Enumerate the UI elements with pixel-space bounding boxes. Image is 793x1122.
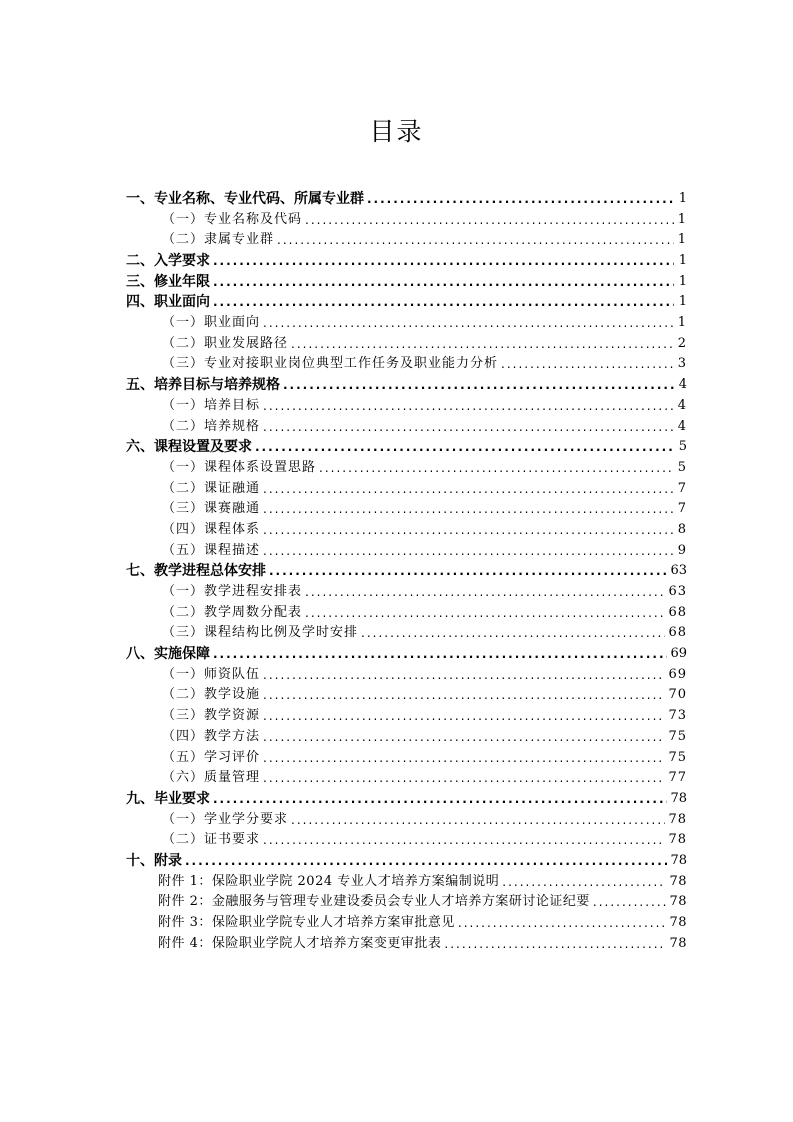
toc-dot-leader xyxy=(185,851,667,872)
toc-entry-label: 六、课程设置及要求 xyxy=(126,439,252,456)
toc-entry-label: （二）课证融通 xyxy=(162,480,261,496)
toc-entry-label: （二）教学设施 xyxy=(162,687,261,703)
toc-section-entry[interactable] xyxy=(126,458,687,479)
toc-page-number: 4 xyxy=(678,377,687,393)
toc-chapter-entry[interactable] xyxy=(126,644,687,665)
toc-entry-label: 八、实施保障 xyxy=(126,646,210,663)
toc-section-entry[interactable] xyxy=(126,810,687,831)
toc-section-entry[interactable] xyxy=(126,355,687,376)
toc-section-entry[interactable] xyxy=(126,499,687,520)
toc-section-entry[interactable] xyxy=(126,582,687,603)
toc-entry-label: （二）证书要求 xyxy=(162,832,261,848)
toc-dot-leader xyxy=(305,582,665,603)
toc-page-number: 1 xyxy=(678,253,687,269)
toc-page-number: 7 xyxy=(677,480,687,496)
toc-dot-leader xyxy=(269,561,667,582)
toc-page-number: 1 xyxy=(678,273,687,289)
toc-dot-leader xyxy=(263,830,665,851)
toc-page-number: 75 xyxy=(668,749,687,765)
toc-section-entry[interactable] xyxy=(126,479,687,500)
toc-page-number: 78 xyxy=(669,935,687,951)
toc-entry-label: 三、修业年限 xyxy=(126,273,210,290)
toc-dot-leader xyxy=(593,892,667,913)
toc-page-number: 1 xyxy=(677,232,687,248)
toc-page-number: 1 xyxy=(678,190,687,206)
toc-section-entry[interactable] xyxy=(126,210,687,231)
toc-dot-leader xyxy=(501,354,674,375)
toc-dot-leader xyxy=(213,789,667,810)
toc-page-number: 78 xyxy=(670,790,687,806)
toc-entry-label: （一）课程体系设置思路 xyxy=(162,459,317,475)
toc-chapter-entry[interactable] xyxy=(126,375,687,396)
toc-appendix-entry[interactable] xyxy=(126,872,687,893)
toc-entry-label: （一）培养目标 xyxy=(162,397,261,413)
toc-dot-leader xyxy=(319,458,674,479)
toc-section-entry[interactable] xyxy=(126,768,687,789)
toc-chapter-entry[interactable] xyxy=(126,561,687,582)
toc-page-number: 78 xyxy=(669,894,687,910)
toc-entry-label: 七、教学进程总体安排 xyxy=(126,563,266,580)
toc-dot-leader xyxy=(277,230,674,251)
toc-dot-leader xyxy=(361,623,665,644)
toc-entry-label: 九、毕业要求 xyxy=(126,790,210,807)
toc-dot-leader xyxy=(367,189,674,210)
toc-page-number: 2 xyxy=(677,335,687,351)
toc-entry-label: （一）师资队伍 xyxy=(162,666,261,682)
toc-dot-leader xyxy=(263,396,674,417)
toc-section-entry[interactable] xyxy=(126,665,687,686)
toc-dot-leader xyxy=(263,665,665,686)
toc-entry-label: （二）隶属专业群 xyxy=(162,232,275,248)
toc-page-number: 78 xyxy=(669,873,687,889)
toc-dot-leader xyxy=(213,644,667,665)
toc-section-entry[interactable] xyxy=(126,603,687,624)
toc-entry-label: （一）专业名称及代码 xyxy=(162,211,303,227)
toc-dot-leader xyxy=(444,934,666,955)
toc-dot-leader xyxy=(263,479,674,500)
toc-page-number: 5 xyxy=(678,439,687,455)
toc-entry-label: （五）学习评价 xyxy=(162,749,261,765)
toc-page-number: 7 xyxy=(677,501,687,517)
toc-page-number: 70 xyxy=(668,687,687,703)
toc-chapter-entry[interactable] xyxy=(126,189,687,210)
toc-section-entry[interactable] xyxy=(126,748,687,769)
toc-page-number: 63 xyxy=(668,584,687,600)
toc-section-entry[interactable] xyxy=(126,623,687,644)
toc-page-number: 78 xyxy=(669,915,687,931)
toc-entry-label: （三）课赛融通 xyxy=(162,501,261,517)
toc-page-number: 1 xyxy=(677,315,687,331)
toc-section-entry[interactable] xyxy=(126,396,687,417)
toc-section-entry[interactable] xyxy=(126,520,687,541)
toc-page-number: 69 xyxy=(668,666,687,682)
toc-appendix-entry[interactable] xyxy=(126,892,687,913)
toc-entry-label: 一、专业名称、专业代码、所属专业群 xyxy=(126,190,364,207)
toc-page-number: 3 xyxy=(677,356,687,372)
toc-entry-label: 四、职业面向 xyxy=(126,294,210,311)
toc-dot-leader xyxy=(263,313,674,334)
toc-page-number: 5 xyxy=(677,459,687,475)
toc-section-entry[interactable] xyxy=(126,230,687,251)
toc-chapter-entry[interactable] xyxy=(126,292,687,313)
toc-appendix-entry[interactable] xyxy=(126,934,687,955)
toc-entry-label: （二）职业发展路径 xyxy=(162,335,289,351)
toc-dot-leader xyxy=(263,727,665,748)
toc-dot-leader xyxy=(255,437,674,458)
toc-dot-leader xyxy=(263,520,674,541)
toc-entry-label: 附件 4：保险职业学院人才培养方案变更审批表 xyxy=(158,935,442,951)
toc-entry-label: 二、入学要求 xyxy=(126,253,210,270)
toc-entry-label: （三）课程结构比例及学时安排 xyxy=(162,625,359,641)
toc-chapter-entry[interactable] xyxy=(126,851,687,872)
toc-entry-label: （一）教学进程安排表 xyxy=(162,584,303,600)
toc-chapter-entry[interactable] xyxy=(126,437,687,458)
toc-entry-label: （五）课程描述 xyxy=(162,542,261,558)
toc-dot-leader xyxy=(502,872,666,893)
toc-entry-label: 五、培养目标与培养规格 xyxy=(126,377,280,394)
toc-dot-leader xyxy=(305,210,674,231)
toc-entry-label: 附件 3：保险职业学院专业人才培养方案审批意见 xyxy=(158,915,455,931)
toc-chapter-entry[interactable] xyxy=(126,251,687,272)
toc-section-entry[interactable] xyxy=(126,541,687,562)
toc-page-number: 4 xyxy=(677,397,687,413)
toc-entry-label: （三）教学资源 xyxy=(162,708,261,724)
toc-dot-leader xyxy=(263,685,665,706)
toc-section-entry[interactable] xyxy=(126,830,687,851)
toc-entry-label: 十、附录 xyxy=(126,852,182,869)
toc-entry-label: （四）教学方法 xyxy=(162,728,261,744)
toc-dot-leader xyxy=(263,706,665,727)
toc-section-entry[interactable] xyxy=(126,686,687,707)
toc-dot-leader xyxy=(305,603,665,624)
toc-section-entry[interactable] xyxy=(126,727,687,748)
toc-section-entry[interactable] xyxy=(126,313,687,334)
toc-section-entry[interactable] xyxy=(126,417,687,438)
toc-dot-leader xyxy=(458,913,667,934)
toc-chapter-entry[interactable] xyxy=(126,789,687,810)
page-title: 目录 xyxy=(369,117,424,146)
toc-entry-label: （六）质量管理 xyxy=(162,770,261,786)
toc-dot-leader xyxy=(283,375,674,396)
toc-chapter-entry[interactable] xyxy=(126,272,687,293)
toc-page-number: 9 xyxy=(677,542,687,558)
toc-page-number: 73 xyxy=(668,708,687,724)
toc-dot-leader xyxy=(291,810,665,831)
toc-page-number: 78 xyxy=(668,832,687,848)
toc-entry-label: （三）专业对接职业岗位典型工作任务及职业能力分析 xyxy=(162,356,499,372)
toc-entry-label: （二）培养规格 xyxy=(162,418,261,434)
toc-page-number: 68 xyxy=(668,625,687,641)
toc-entry-label: （一）职业面向 xyxy=(162,315,261,331)
toc-entry-label: （二）教学周数分配表 xyxy=(162,604,303,620)
toc-dot-leader xyxy=(263,541,674,562)
toc-page-number: 77 xyxy=(668,770,687,786)
table-of-contents xyxy=(126,189,687,954)
toc-page-number: 8 xyxy=(677,521,687,537)
toc-page-number: 75 xyxy=(668,728,687,744)
toc-section-entry[interactable] xyxy=(126,706,687,727)
toc-appendix-entry[interactable] xyxy=(126,913,687,934)
toc-dot-leader xyxy=(213,251,674,272)
toc-page-number: 1 xyxy=(677,211,687,227)
toc-page-number: 78 xyxy=(668,811,687,827)
toc-section-entry[interactable] xyxy=(126,334,687,355)
toc-dot-leader xyxy=(263,748,665,769)
toc-dot-leader xyxy=(291,334,674,355)
toc-dot-leader xyxy=(263,417,674,438)
toc-page-number: 68 xyxy=(668,604,687,620)
toc-entry-label: （四）课程体系 xyxy=(162,521,261,537)
toc-page-number: 4 xyxy=(677,418,687,434)
toc-page-number: 1 xyxy=(678,294,687,310)
toc-dot-leader xyxy=(213,292,674,313)
toc-page-number: 78 xyxy=(670,852,687,868)
toc-page-number: 69 xyxy=(670,646,687,662)
toc-page-number: 63 xyxy=(670,563,687,579)
toc-dot-leader xyxy=(263,768,665,789)
toc-entry-label: 附件 2：金融服务与管理专业建设委员会专业人才培养方案研讨论证纪要 xyxy=(158,894,590,910)
toc-dot-leader xyxy=(263,499,674,520)
toc-entry-label: （一）学业学分要求 xyxy=(162,811,289,827)
toc-entry-label: 附件 1：保险职业学院 2024 专业人才培养方案编制说明 xyxy=(158,873,500,889)
toc-dot-leader xyxy=(213,272,674,293)
